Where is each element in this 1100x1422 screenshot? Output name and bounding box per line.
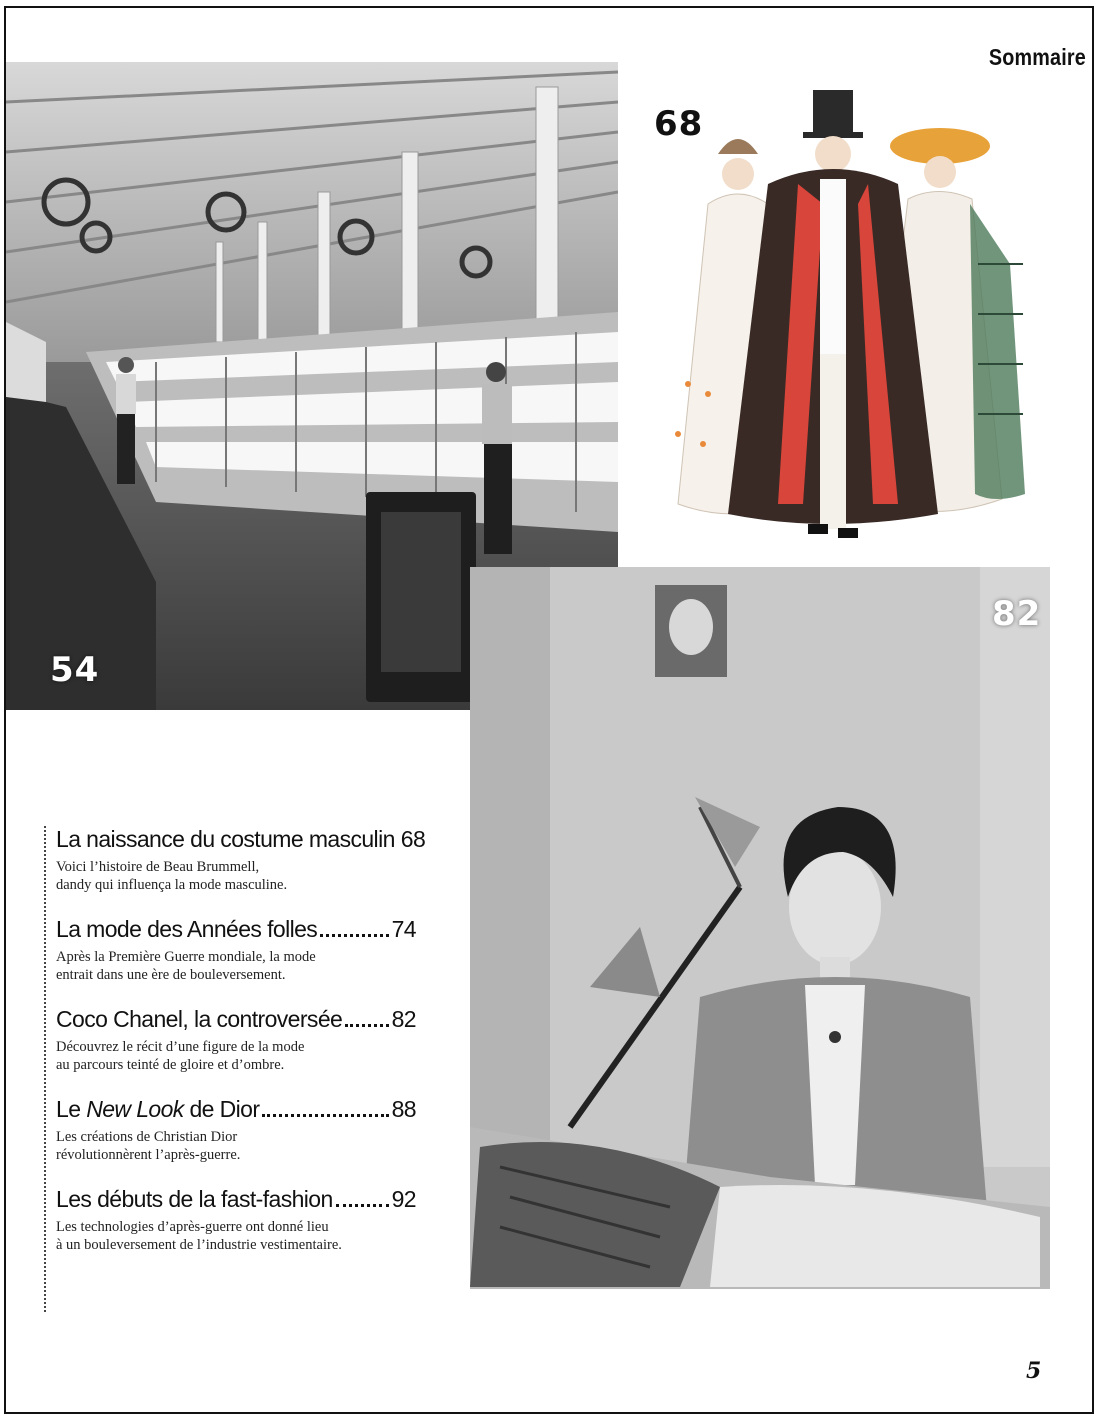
toc-entry[interactable] xyxy=(56,1186,416,1254)
toc-entry-page: 88 xyxy=(391,1096,416,1122)
toc-entry-heading xyxy=(56,916,416,943)
toc-leader-dots xyxy=(320,934,388,937)
toc-entry-description xyxy=(56,1218,416,1254)
toc-entry-title: Coco Chanel, la controversée xyxy=(56,1006,343,1032)
toc-entry[interactable] xyxy=(56,916,416,984)
toc-description-line: au parcours teinté de gloire et d’ombre. xyxy=(56,1057,285,1073)
toc-description-line: Après la Première Guerre mondiale, la mode xyxy=(56,949,316,965)
table-of-contents xyxy=(44,826,426,1312)
toc-entry-page: 74 xyxy=(391,916,416,942)
toc-description-line: entrait dans une ère de bouleversement. xyxy=(56,967,286,983)
toc-entry-title: La mode des Années folles xyxy=(56,916,318,942)
toc-entry-title xyxy=(56,1096,259,1123)
toc-entry[interactable] xyxy=(56,826,426,894)
page-number-82: 82 xyxy=(992,594,1042,634)
page-number-54: 54 xyxy=(50,650,100,690)
toc-title-part: de Dior xyxy=(183,1096,260,1122)
toc-title-emphasis: New Look xyxy=(86,1096,184,1122)
toc-entry-page: 68 xyxy=(400,826,426,852)
coco-chanel-photo xyxy=(470,567,1050,1289)
toc-description-line: à un bouleversement de l’industrie vestimentaire. xyxy=(56,1237,342,1253)
page-title: Sommaire xyxy=(988,44,1086,70)
toc-description-line: Les créations de Christian Dior xyxy=(56,1129,238,1145)
page-number-68: 68 xyxy=(654,104,704,144)
toc-description-line: Voici l’histoire de Beau Brummell, xyxy=(56,859,260,875)
toc-entry-description xyxy=(56,1128,416,1164)
toc-entry[interactable] xyxy=(56,1006,416,1074)
toc-entry-page: 92 xyxy=(391,1186,416,1212)
toc-description-line: Découvrez le récit d’une figure de la mode xyxy=(56,1039,305,1055)
page-folio: 5 xyxy=(1026,1358,1042,1384)
toc-leader-dots xyxy=(336,1204,389,1207)
toc-leader-dots xyxy=(345,1024,388,1027)
toc-leader-dots xyxy=(262,1114,388,1117)
toc-title-part: Le xyxy=(56,1096,87,1122)
toc-entry-title: Les débuts de la fast-fashion xyxy=(56,1186,333,1212)
toc-entry-title: La naissance du costume masculin xyxy=(56,826,395,852)
toc-entry[interactable] xyxy=(56,1096,416,1164)
toc-entry-heading xyxy=(56,1186,416,1213)
toc-entry-heading xyxy=(56,826,426,853)
toc-entry-description xyxy=(56,948,416,984)
toc-entry-description xyxy=(56,1038,416,1074)
toc-description-line: révolutionnèrent l’après-guerre. xyxy=(56,1147,241,1163)
regency-fashion-illustration xyxy=(648,84,1032,558)
toc-description-line: dandy qui influença la mode masculine. xyxy=(56,877,288,893)
toc-entry-heading xyxy=(56,1096,416,1123)
toc-entry-description xyxy=(56,858,416,894)
toc-entry-page: 82 xyxy=(391,1006,416,1032)
toc-description-line: Les technologies d’après-guerre ont donné lieu xyxy=(56,1219,329,1235)
toc-entry-heading xyxy=(56,1006,416,1033)
